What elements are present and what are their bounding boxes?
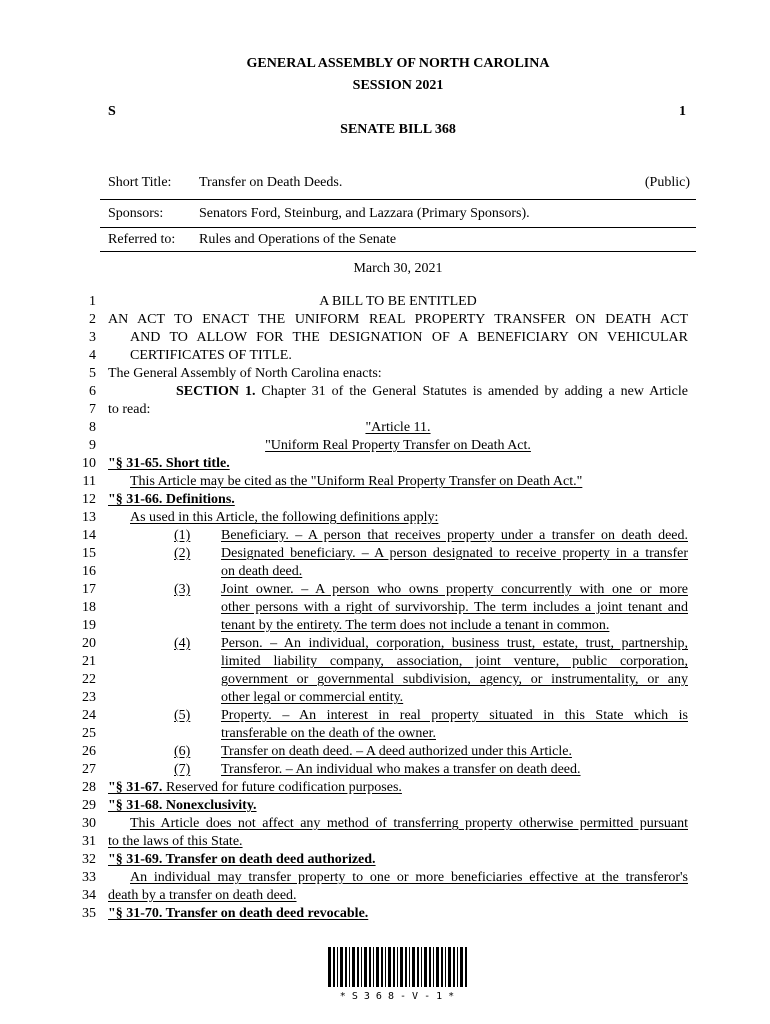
line-number: 25 [82, 726, 96, 741]
definition-number: (6) [174, 744, 191, 759]
assembly-title: GENERAL ASSEMBLY OF NORTH CAROLINA [246, 56, 550, 71]
body-line: An individual may transfer property to one or more beneficiaries effective at the transferor's [130, 870, 688, 885]
line-number: 13 [82, 510, 96, 525]
enacting-clause: The General Assembly of North Carolina enacts: [108, 366, 382, 381]
section-heading-31-69: "§ 31-69. Transfer on death deed authorized. [108, 852, 376, 867]
definition-text: on death deed. [221, 564, 303, 579]
barcode-bar [337, 947, 338, 987]
line-number: 5 [89, 366, 96, 381]
line-number: 33 [82, 870, 96, 885]
line-number: 28 [82, 780, 96, 795]
line-number: 26 [82, 744, 96, 759]
definition-text: transferable on the death of the owner. [221, 726, 436, 741]
body-line: to the laws of this State. [108, 834, 243, 849]
act-title-line: AN ACT TO ENACT THE UNIFORM REAL PROPERTY TRANSFER ON DEATH ACT [108, 312, 688, 327]
definition-number: (3) [174, 582, 191, 597]
definition-number: (2) [174, 546, 191, 561]
definition-text: limited liability company, association, joint venture, public corporation, [221, 654, 688, 669]
barcode-text: * S 3 6 8 - V - 1 * [339, 991, 455, 1002]
barcode-bar [457, 947, 458, 987]
article-number: "Article 11. [365, 420, 431, 435]
barcode-bar [381, 947, 383, 987]
body-line: This Article does not affect any method of transferring property otherwise permitted pursuant [130, 816, 688, 831]
line-number: 32 [82, 852, 96, 867]
line-number: 34 [82, 888, 96, 903]
public-label: (Public) [644, 175, 690, 190]
line-number: 21 [82, 654, 96, 669]
barcode-bar [352, 947, 355, 987]
barcode-bar [453, 947, 455, 987]
line-number: 3 [89, 330, 96, 345]
line-number: 29 [82, 798, 96, 813]
meta-rule-1 [100, 199, 696, 200]
line-number: 20 [82, 636, 96, 651]
line-number: 16 [82, 564, 96, 579]
barcode-bar [393, 947, 395, 987]
barcode-bar [364, 947, 367, 987]
line-number: 30 [82, 816, 96, 831]
definition-text: other legal or commercial entity. [221, 690, 404, 705]
bill-date: March 30, 2021 [353, 261, 443, 276]
line-number: 7 [89, 402, 96, 417]
body-line: This Article may be cited as the "Uniform Real Property Transfer on Death Act." [130, 474, 583, 489]
barcode-bar [445, 947, 446, 987]
line-number: 6 [89, 384, 96, 399]
barcode-bar [361, 947, 362, 987]
line-number: 10 [82, 456, 96, 471]
article-title: "Uniform Real Property Transfer on Death Act. [265, 438, 531, 453]
line-number: 11 [82, 474, 96, 489]
line-number: 15 [82, 546, 96, 561]
section-heading-31-66: "§ 31-66. Definitions. [108, 492, 235, 507]
section-heading-31-67: "§ 31-67. [108, 780, 163, 795]
definition-number: (7) [174, 762, 191, 777]
section-heading-31-70: "§ 31-70. Transfer on death deed revocable. [108, 906, 369, 921]
line-number: 12 [82, 492, 96, 507]
section-1-label: SECTION 1. [176, 384, 256, 399]
short-title-value: Transfer on Death Deeds. [199, 175, 343, 190]
barcode-bar [405, 947, 407, 987]
section-1-line [176, 384, 688, 400]
line-number: 4 [89, 348, 96, 363]
barcode-bar [369, 947, 371, 987]
line-number: 31 [82, 834, 96, 849]
line-number: 22 [82, 672, 96, 687]
line-number: 9 [89, 438, 96, 453]
line-number: 24 [82, 708, 96, 723]
act-title-line: AND TO ALLOW FOR THE DESIGNATION OF A BENEFICIARY ON VEHICULAR [130, 330, 688, 345]
definition-text: Beneficiary. – A person that receives property under a transfer on death deed. [221, 528, 688, 543]
edition-number: 1 [679, 104, 686, 119]
line-number: 35 [82, 906, 96, 921]
definition-text: Property. – An interest in real property situated in this State which is [221, 708, 688, 723]
definition-text: other persons with a right of survivorship. The term includes a joint tenant and [221, 600, 688, 615]
barcode-bar [340, 947, 343, 987]
definition-text: Joint owner. – A person who owns property concurrently with one or more [221, 582, 688, 597]
sponsors-label: Sponsors: [108, 206, 164, 221]
bill-heading: A BILL TO BE ENTITLED [319, 294, 477, 309]
barcode-bar [397, 947, 398, 987]
barcode-bar [448, 947, 451, 987]
referred-value: Rules and Operations of the Senate [199, 232, 397, 247]
barcode-bar [429, 947, 431, 987]
line-number: 8 [89, 420, 96, 435]
definition-text: Person. – An individual, corporation, business trust, estate, trust, partnership, [221, 636, 688, 651]
referred-label: Referred to: [108, 232, 176, 247]
definition-text: Transfer on death deed. – A deed authorized under this Article. [221, 744, 572, 759]
session-title: SESSION 2021 [352, 78, 444, 93]
barcode-bar [465, 947, 467, 987]
line-number: 2 [89, 312, 96, 327]
section-1-text: Chapter 31 of the General Statutes is amended by adding a new Article [255, 384, 688, 399]
barcode-bar [417, 947, 419, 987]
body-line: to read: [108, 402, 151, 417]
line-number: 19 [82, 618, 96, 633]
section-31-67-line [108, 780, 402, 796]
barcode-image [326, 945, 468, 1003]
definition-number: (4) [174, 636, 191, 651]
line-number: 1 [89, 294, 96, 309]
barcode-bar [385, 947, 386, 987]
body-line: death by a transfer on death deed. [108, 888, 297, 903]
barcode-bar [376, 947, 379, 987]
barcode-bar [424, 947, 427, 987]
section-heading-31-68: "§ 31-68. Nonexclusivity. [108, 798, 257, 813]
sponsors-value: Senators Ford, Steinburg, and Lazzara (Primary Sponsors). [199, 206, 530, 221]
act-title-line: CERTIFICATES OF TITLE. [130, 348, 292, 363]
definition-text: tenant by the entirety. The term does not include a tenant in common. [221, 618, 610, 633]
barcode-bar [328, 947, 331, 987]
barcode-bar [400, 947, 403, 987]
definition-number: (1) [174, 528, 191, 543]
barcode-bar [349, 947, 350, 987]
line-number: 18 [82, 600, 96, 615]
barcode-bar [333, 947, 335, 987]
barcode-bar [421, 947, 422, 987]
line-number: 17 [82, 582, 96, 597]
meta-rule-2 [100, 227, 696, 228]
barcode-bar [357, 947, 359, 987]
barcode-bar [388, 947, 391, 987]
barcode-bar [441, 947, 443, 987]
barcode-bar [436, 947, 439, 987]
chamber-letter: S [108, 104, 116, 119]
barcode-bar [409, 947, 410, 987]
line-number: 14 [82, 528, 96, 543]
definition-text: Transferor. – An individual who makes a transfer on death deed. [221, 762, 581, 777]
line-number: 27 [82, 762, 96, 777]
barcode-bar [412, 947, 415, 987]
meta-rule-3 [100, 251, 696, 252]
body-line: As used in this Article, the following definitions apply: [130, 510, 439, 525]
line-number: 23 [82, 690, 96, 705]
definition-text: Designated beneficiary. – A person designated to receive property in a transfer [221, 546, 688, 561]
short-title-label: Short Title: [108, 175, 172, 190]
barcode-bar [460, 947, 463, 987]
barcode-bar [373, 947, 374, 987]
barcode-bar [345, 947, 347, 987]
reserved-text: Reserved for future codification purposes. [162, 780, 402, 795]
definition-text: government or governmental subdivision, agency, or instrumentality, or any [221, 672, 688, 687]
section-heading-31-65: "§ 31-65. Short title. [108, 456, 230, 471]
barcode-bar [433, 947, 434, 987]
bill-title: SENATE BILL 368 [340, 122, 456, 137]
definition-number: (5) [174, 708, 191, 723]
